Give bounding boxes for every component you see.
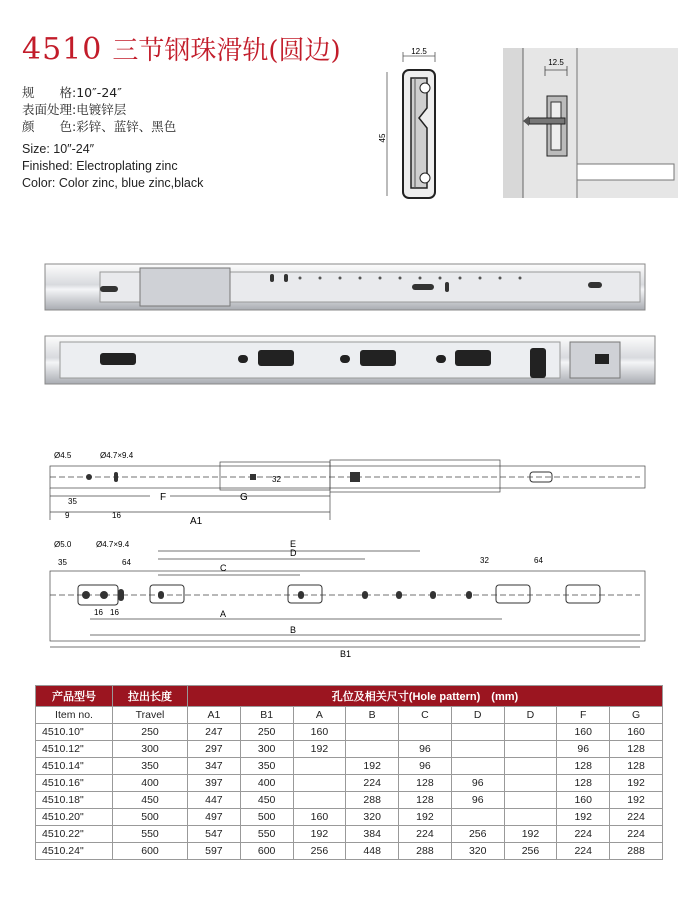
table-body	[36, 707, 663, 860]
hole-drawing-inner	[40, 448, 660, 528]
table-cell: 128	[557, 758, 610, 775]
hole-a-label: Ø4.5	[54, 451, 72, 460]
table-row	[36, 843, 663, 860]
label-C: C	[220, 563, 227, 573]
section-width-label: 12.5	[411, 48, 427, 56]
table-cell: 350	[240, 758, 293, 775]
install-photo	[503, 48, 678, 198]
hole-b-label: Ø4.7×9.4	[100, 451, 134, 460]
install-width-label: 12.5	[548, 58, 564, 67]
table-cell: 160	[557, 792, 610, 809]
dim-64-label: 64	[122, 558, 131, 567]
spec-label: 表面处理	[22, 102, 73, 117]
item-number-cell: 4510.16"	[36, 775, 113, 792]
table-cell: 96	[451, 792, 504, 809]
table-row	[36, 826, 663, 843]
spec-finish-cn	[22, 101, 203, 118]
table-cell	[504, 724, 557, 741]
table-cell: 256	[293, 843, 346, 860]
table-cell: 320	[451, 843, 504, 860]
table-cell: 550	[240, 826, 293, 843]
table-cell: 288	[399, 843, 452, 860]
table-cell: 192	[293, 826, 346, 843]
table-cell	[293, 758, 346, 775]
spec-list	[22, 84, 203, 192]
table-cell	[451, 758, 504, 775]
table-cell: 447	[188, 792, 241, 809]
cross-section-drawing	[375, 48, 480, 208]
hole-pattern-table	[35, 685, 663, 860]
dim-32-label: 32	[272, 475, 281, 484]
table-cell: 397	[188, 775, 241, 792]
col-header: C	[399, 707, 452, 724]
table-cell: 288	[610, 843, 663, 860]
label-A: A	[220, 609, 227, 619]
spec-value: :10″-24″	[72, 85, 122, 100]
table-cell: 128	[610, 758, 663, 775]
table-row	[36, 724, 663, 741]
spec-value: :电镀锌层	[72, 102, 127, 117]
table-cell: 500	[240, 809, 293, 826]
section-height-label: 45	[378, 133, 387, 143]
table-cell: 400	[240, 775, 293, 792]
table-row	[36, 775, 663, 792]
table-cell: 160	[610, 724, 663, 741]
table-cell	[504, 775, 557, 792]
spec-finish-en: Finished: Electroplating zinc	[22, 159, 178, 173]
spec-label: 颜 色	[22, 119, 73, 134]
table-cell: 448	[346, 843, 399, 860]
table-cell: 500	[113, 809, 188, 826]
page-title	[22, 30, 341, 67]
table-cell	[451, 724, 504, 741]
table-cell: 224	[399, 826, 452, 843]
table-cell: 250	[240, 724, 293, 741]
table-cell: 247	[188, 724, 241, 741]
table-cell	[504, 758, 557, 775]
col-header: D	[451, 707, 504, 724]
table-cell: 192	[504, 826, 557, 843]
table-cell: 250	[113, 724, 188, 741]
col-header: Item no.	[36, 707, 113, 724]
item-number-cell: 4510.12"	[36, 741, 113, 758]
table-cell: 128	[610, 741, 663, 758]
col-header: D	[504, 707, 557, 724]
item-number-cell: 4510.22"	[36, 826, 113, 843]
table-cell	[346, 724, 399, 741]
dim-16a-label: 16	[94, 608, 103, 617]
table-cell: 320	[346, 809, 399, 826]
item-number-cell: 4510.10"	[36, 724, 113, 741]
table-cell: 450	[113, 792, 188, 809]
spec-label: 规 格	[22, 85, 73, 100]
table-cell: 288	[346, 792, 399, 809]
spec-value: :彩锌、蓝锌、黑色	[72, 119, 177, 134]
spec-size-cn	[22, 84, 203, 101]
product-name: 三节钢珠滑轨(圆边)	[112, 36, 341, 66]
table-cell: 400	[113, 775, 188, 792]
table-cell: 600	[240, 843, 293, 860]
header-hole-pattern: 孔位及相关尺寸(Hole pattern) (mm)	[188, 686, 663, 707]
hole-drawing-outer	[40, 535, 660, 660]
table-cell: 224	[557, 826, 610, 843]
col-header: F	[557, 707, 610, 724]
table-cell: 256	[504, 843, 557, 860]
table-cell: 192	[610, 775, 663, 792]
table-cell: 297	[188, 741, 241, 758]
table-cell: 128	[557, 775, 610, 792]
label-E: E	[290, 539, 297, 549]
dim-64b-label: 64	[534, 556, 543, 565]
table-cell	[451, 741, 504, 758]
table-cell: 96	[557, 741, 610, 758]
label-F: F	[160, 492, 167, 503]
dim-9-label: 9	[65, 511, 70, 520]
table-cell	[504, 792, 557, 809]
item-number-cell: 4510.14"	[36, 758, 113, 775]
item-number-cell: 4510.20"	[36, 809, 113, 826]
table-cell: 547	[188, 826, 241, 843]
table-cell: 550	[113, 826, 188, 843]
table-cell: 96	[451, 775, 504, 792]
header-model: 产品型号	[36, 686, 113, 707]
dim-35-label: 35	[68, 497, 77, 506]
col-header: B1	[240, 707, 293, 724]
header-travel: 拉出长度	[113, 686, 188, 707]
table-row	[36, 809, 663, 826]
table-row	[36, 758, 663, 775]
table-cell: 192	[610, 792, 663, 809]
label-G: G	[240, 492, 248, 503]
slide-photo-closed	[45, 336, 655, 384]
table-cell: 497	[188, 809, 241, 826]
table-cell: 224	[610, 826, 663, 843]
table-cell: 350	[113, 758, 188, 775]
table-cell	[504, 809, 557, 826]
col-header: A	[293, 707, 346, 724]
model-number: 4510	[22, 32, 103, 67]
table-cell: 160	[293, 809, 346, 826]
table-cell: 192	[346, 758, 399, 775]
item-number-cell: 4510.24"	[36, 843, 113, 860]
dim-16b-label: 16	[110, 608, 119, 617]
hole-a-label-2: Ø5.0	[54, 540, 72, 549]
table-cell: 96	[399, 741, 452, 758]
table-cell: 300	[240, 741, 293, 758]
table-cell	[293, 775, 346, 792]
table-cell: 384	[346, 826, 399, 843]
spec-color-cn	[22, 118, 203, 135]
dim-35-label-2: 35	[58, 558, 67, 567]
table-cell: 96	[399, 758, 452, 775]
label-B: B	[290, 625, 297, 635]
table-cell: 224	[346, 775, 399, 792]
table-cell: 597	[188, 843, 241, 860]
slide-photo-extended	[45, 264, 645, 310]
item-number-cell: 4510.18"	[36, 792, 113, 809]
col-header: A1	[188, 707, 241, 724]
table-cell: 192	[293, 741, 346, 758]
table-cell: 192	[557, 809, 610, 826]
table-cell	[346, 741, 399, 758]
table-cell	[504, 741, 557, 758]
table-cell	[399, 724, 452, 741]
label-D: D	[290, 548, 297, 558]
table-cell	[451, 809, 504, 826]
table-cell: 160	[557, 724, 610, 741]
spec-color-en: Color: Color zinc, blue zinc,black	[22, 176, 204, 190]
table-cell: 450	[240, 792, 293, 809]
dim-16-label: 16	[112, 511, 121, 520]
table-cell	[293, 792, 346, 809]
table-cell: 224	[610, 809, 663, 826]
column-header-row	[36, 707, 663, 724]
spec-size-en: Size: 10″-24″	[22, 142, 95, 156]
table-cell: 600	[113, 843, 188, 860]
dim-32-label-2: 32	[480, 556, 489, 565]
table-cell: 256	[451, 826, 504, 843]
table-cell: 128	[399, 792, 452, 809]
table-cell: 128	[399, 775, 452, 792]
label-B1: B1	[340, 649, 352, 659]
table-row	[36, 792, 663, 809]
table-cell: 224	[557, 843, 610, 860]
table-cell: 347	[188, 758, 241, 775]
slide-product-photos	[40, 258, 660, 390]
table-cell: 160	[293, 724, 346, 741]
table-row	[36, 741, 663, 758]
hole-b-label-2: Ø4.7×9.4	[96, 540, 130, 549]
col-header: Travel	[113, 707, 188, 724]
table-cell: 192	[399, 809, 452, 826]
col-header: G	[610, 707, 663, 724]
table-cell: 300	[113, 741, 188, 758]
label-A1: A1	[190, 516, 203, 527]
col-header: B	[346, 707, 399, 724]
